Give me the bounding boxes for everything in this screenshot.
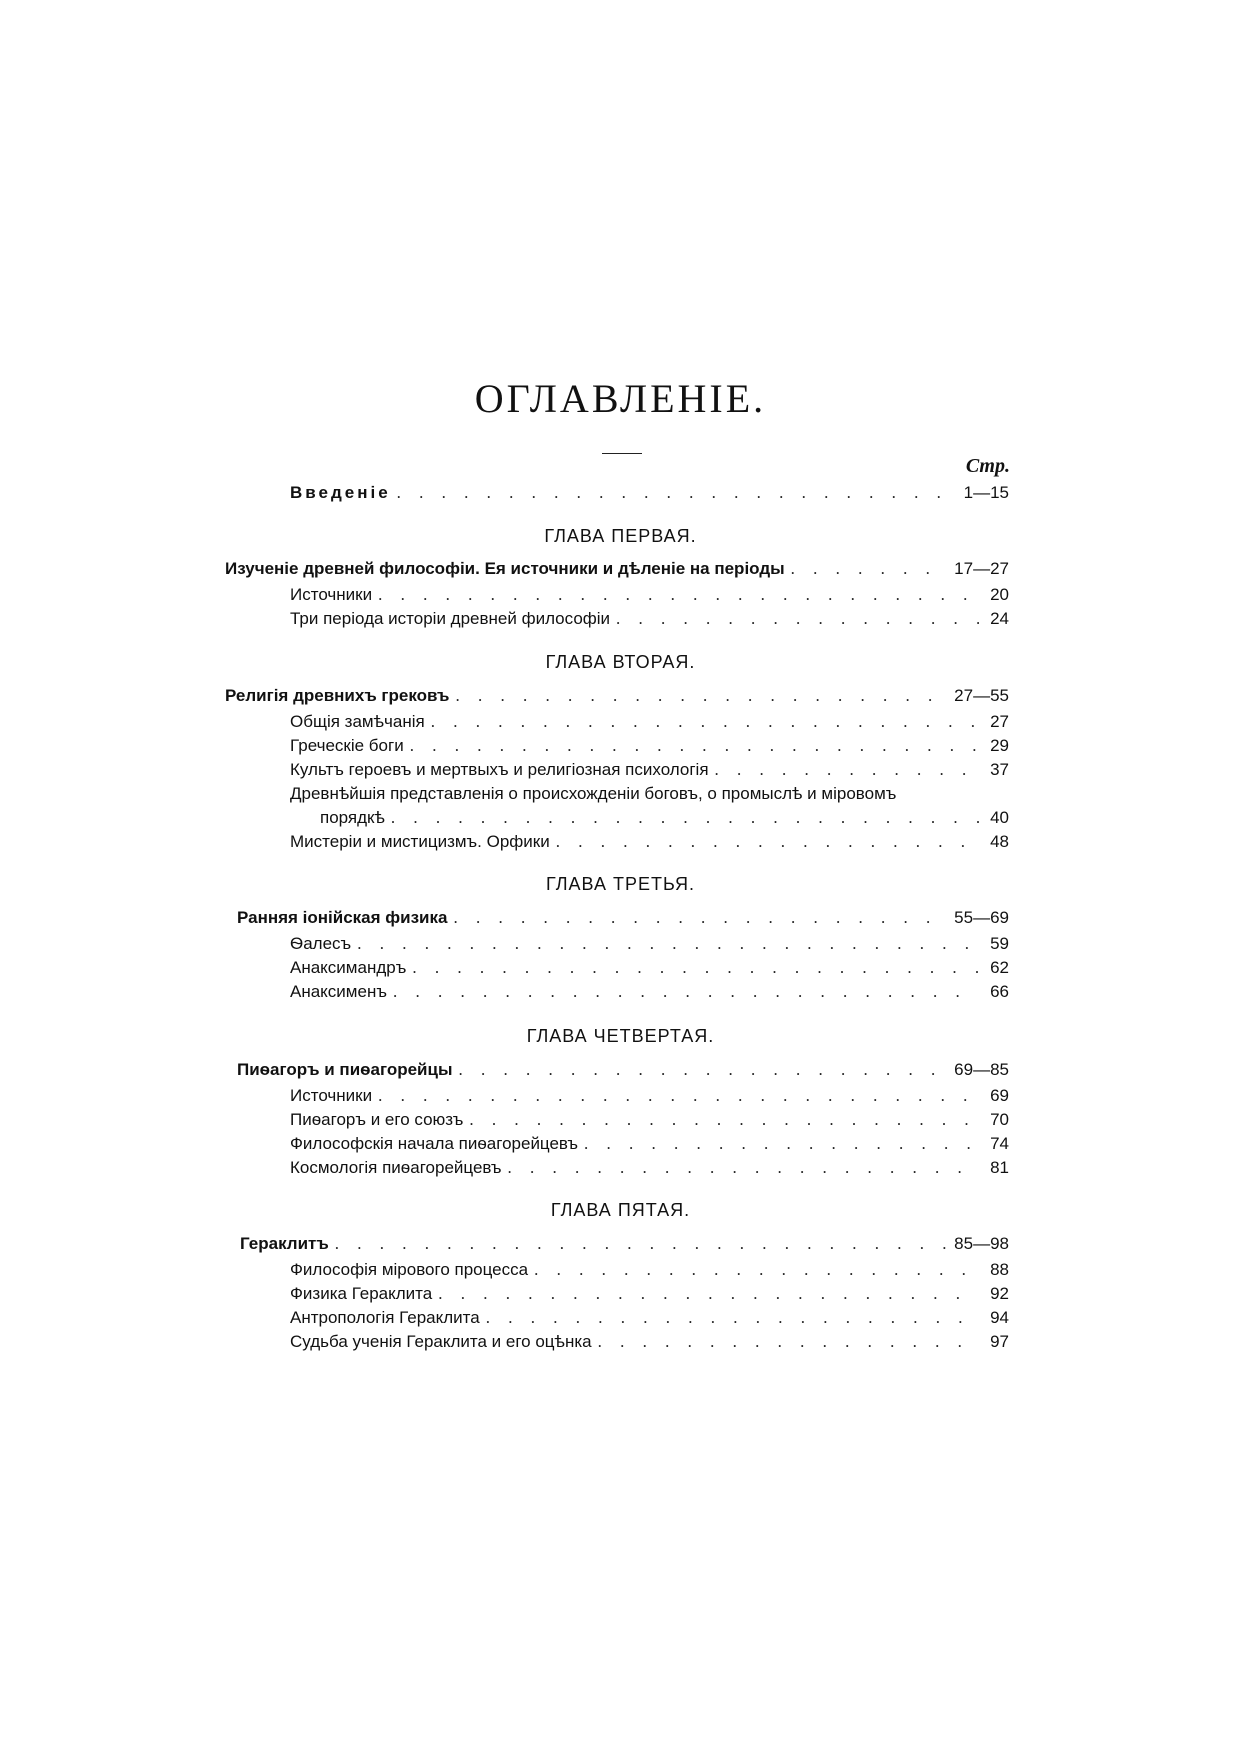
toc-entry[interactable] [290, 758, 1009, 782]
toc-entry-label: Греческіе боги [290, 736, 404, 755]
toc-chapter-entry[interactable] [225, 1232, 1009, 1256]
toc-chapter-entry[interactable] [225, 906, 1009, 930]
toc-entry-page: 59 [990, 934, 1009, 953]
toc-entry-intro[interactable] [290, 481, 1009, 505]
dot-leader [486, 1306, 979, 1330]
chapter-heading: ГЛАВА ВТОРАЯ. [545, 652, 696, 672]
dot-leader [453, 906, 948, 930]
toc-entry-page: 24 [990, 609, 1009, 628]
dot-leader [438, 1282, 979, 1306]
dot-leader [458, 1058, 948, 1082]
toc-entry-page: 88 [990, 1260, 1009, 1279]
toc-entry-page: 74 [990, 1134, 1009, 1153]
dot-leader [378, 1084, 979, 1108]
toc-entry-label: Ѳалесъ [290, 934, 352, 953]
toc-entry-page: 20 [990, 585, 1009, 604]
toc-entry-page: 69 [990, 1086, 1009, 1105]
title-divider [602, 453, 642, 454]
toc-entry[interactable] [290, 734, 1009, 758]
toc-entry-page: 92 [990, 1284, 1009, 1303]
toc-entry[interactable] [290, 806, 1009, 830]
dot-leader [431, 710, 979, 734]
dot-leader [616, 607, 979, 631]
toc-entry[interactable] [290, 1282, 1009, 1306]
toc-chapter-entry[interactable] [225, 1058, 1009, 1082]
dot-leader [469, 1108, 979, 1132]
toc-entry-label: Общія замѣчанія [290, 712, 425, 731]
toc-entry-label: Космологія пиѳагорейцевъ [290, 1158, 502, 1177]
toc-entry-label: Ранняя іонійская физика [237, 908, 448, 927]
toc-entry[interactable] [290, 607, 1009, 631]
toc-entry-page: 66 [990, 982, 1009, 1001]
toc-entry[interactable] [290, 1084, 1009, 1108]
toc-entry[interactable] [290, 583, 1009, 607]
toc-entry-label: Философія мірового процесса [290, 1260, 529, 1279]
toc-chapter-entry[interactable] [225, 557, 1009, 581]
toc-entry[interactable] [290, 830, 1009, 854]
page-column-header: Стр. [965, 455, 1010, 477]
toc-entry-page: 62 [990, 958, 1009, 977]
dot-leader [393, 980, 979, 1004]
toc-entry-page: 37 [990, 760, 1009, 779]
dot-leader [508, 1156, 980, 1180]
toc-entry-pages: 1—15 [963, 483, 1009, 502]
dot-leader [335, 1232, 948, 1256]
toc-entry[interactable] [290, 1330, 1009, 1354]
toc-entry-pages: 17—27 [954, 559, 1009, 578]
chapter-heading: ГЛАВА ЧЕТВЕРТАЯ. [526, 1026, 715, 1046]
toc-entry-label: Источники [290, 585, 373, 604]
toc-entry-page: 70 [990, 1110, 1009, 1129]
toc-entry[interactable] [290, 1306, 1009, 1330]
dot-leader [715, 758, 979, 782]
chapter-heading: ГЛАВА ПЯТАЯ. [550, 1200, 691, 1220]
toc-entry-label: Антропологія Гераклита [290, 1308, 480, 1327]
toc-entry-pages: 69—85 [954, 1060, 1009, 1079]
toc-entry[interactable] [290, 1132, 1009, 1156]
toc-entry-page: 48 [990, 832, 1009, 851]
toc-entry-label: Гераклитъ [240, 1234, 329, 1253]
toc-entry-page: 97 [990, 1332, 1009, 1351]
dot-leader [412, 956, 979, 980]
toc-entry-label: Три періода исторіи древней философіи [290, 609, 611, 628]
toc-entry[interactable] [290, 1156, 1009, 1180]
toc-entry-label: порядкѣ [320, 808, 385, 827]
dot-leader [455, 684, 948, 708]
page-title: ОГЛАВЛЕНІЕ. [474, 376, 767, 421]
toc-entry-label: Мистеріи и мистицизмъ. Орфики [290, 832, 550, 851]
toc-entry-pages: 55—69 [954, 908, 1009, 927]
toc-entry[interactable] [290, 980, 1009, 1004]
toc-entry-page: 81 [990, 1158, 1009, 1177]
toc-entry[interactable] [290, 1258, 1009, 1282]
toc-entry-label: Философскія начала пиѳагорейцевъ [290, 1134, 579, 1153]
chapter-heading: ГЛАВА ТРЕТЬЯ. [546, 874, 695, 894]
toc-entry[interactable] [290, 710, 1009, 734]
toc-entry[interactable] [290, 956, 1009, 980]
toc-chapter-entry[interactable] [225, 684, 1009, 708]
dot-leader [598, 1330, 979, 1354]
toc-entry-page: 40 [990, 808, 1009, 827]
toc-entry-label: Физика Гераклита [290, 1284, 433, 1303]
toc-entry-page: 94 [990, 1308, 1009, 1327]
dot-leader [791, 557, 949, 581]
toc-entry-pages: 85—98 [954, 1234, 1009, 1253]
toc-entry[interactable] [290, 932, 1009, 956]
dot-leader [378, 583, 979, 607]
toc-entry-pages: 27—55 [954, 686, 1009, 705]
dot-leader [410, 734, 979, 758]
toc-entry-label: Пиѳагоръ и его союзъ [290, 1110, 464, 1129]
toc-entry-label: Изученіе древней философіи. Ея источники и дѣленіе на періоды [225, 559, 785, 578]
toc-entry-page: 29 [990, 736, 1009, 755]
chapter-heading: ГЛАВА ПЕРВАЯ. [544, 526, 697, 546]
dot-leader [556, 830, 979, 854]
dot-leader [391, 806, 979, 830]
toc-entry-label: Культъ героевъ и мертвыхъ и религіозная психологія [290, 760, 709, 779]
toc-entry-label: Введеніе [290, 483, 391, 502]
toc-entry-label: Анаксименъ [290, 982, 387, 1001]
dot-leader [357, 932, 979, 956]
dot-leader [584, 1132, 979, 1156]
toc-entry-page: 27 [990, 712, 1009, 731]
toc-entry-label: Источники [290, 1086, 373, 1105]
toc-entry-label-line1: Древнѣйшія представленія о происхожденіи боговъ, о промыслѣ и міровомъ [290, 784, 897, 803]
toc-entry-label: Религія древнихъ грековъ [225, 686, 450, 705]
toc-entry-label: Пиѳагоръ и пиѳагорейцы [237, 1060, 453, 1079]
dot-leader [397, 481, 958, 505]
toc-entry[interactable] [290, 1108, 1009, 1132]
dot-leader [534, 1258, 979, 1282]
toc-entry-label: Анаксимандръ [290, 958, 407, 977]
toc-entry-label: Судьба ученія Гераклита и его оцѣнка [290, 1332, 592, 1351]
